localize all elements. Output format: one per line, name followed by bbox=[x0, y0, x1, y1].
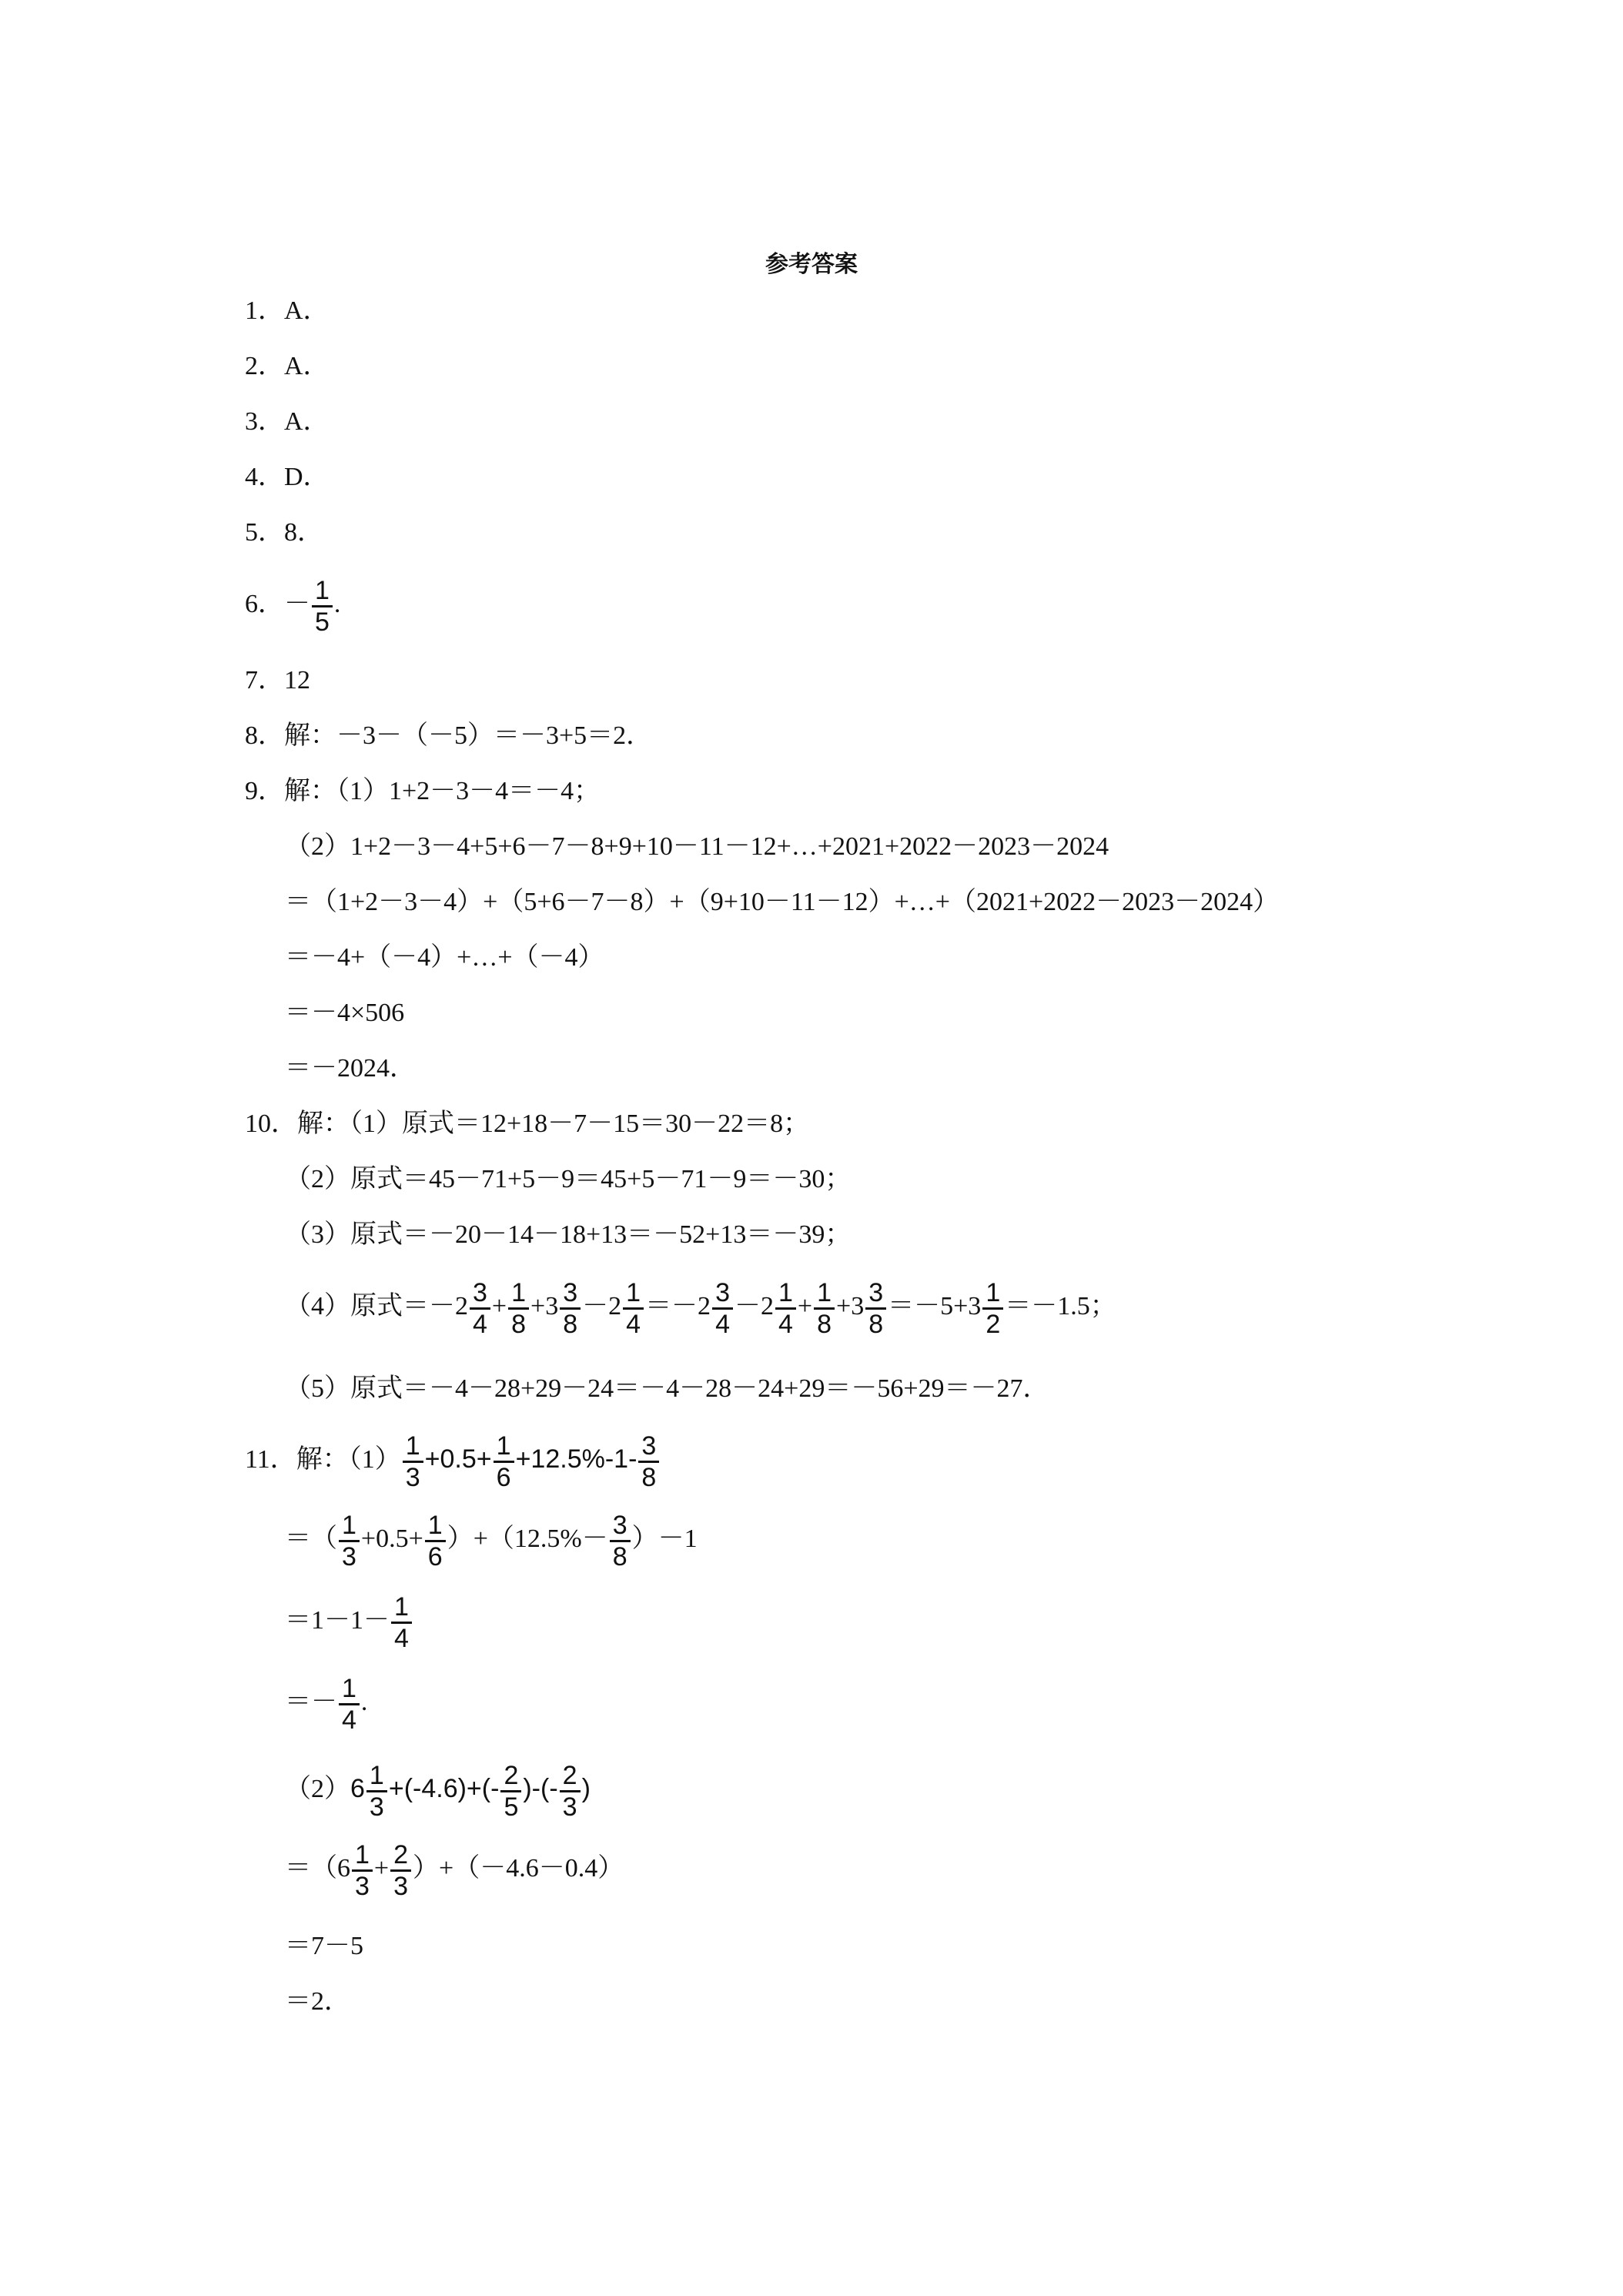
page-title: 参考答案 bbox=[765, 251, 858, 278]
expr-text: + bbox=[797, 1292, 813, 1320]
answer-11-line-1 bbox=[245, 1424, 661, 1494]
answer-11-line-5 bbox=[285, 1754, 591, 1823]
fraction bbox=[623, 1278, 644, 1339]
fraction bbox=[366, 1761, 387, 1822]
answer-6-suffix: . bbox=[333, 590, 341, 618]
fraction bbox=[814, 1278, 835, 1339]
fraction bbox=[494, 1431, 514, 1492]
answer-8: 8．解：－3－（－5）＝－3+5＝2． bbox=[245, 721, 653, 750]
fraction bbox=[775, 1278, 796, 1339]
denominator: 5 bbox=[504, 1792, 519, 1822]
numerator: 2 bbox=[560, 1761, 581, 1792]
denominator: 3 bbox=[369, 1792, 384, 1822]
answer-4: 4．D． bbox=[245, 463, 330, 491]
expr-text: +0.5+ bbox=[360, 1525, 423, 1553]
numerator: 3 bbox=[638, 1431, 659, 1463]
expr-text: ＝（6 bbox=[285, 1854, 350, 1883]
expr-text: ）－1 bbox=[631, 1525, 698, 1553]
numerator: 1 bbox=[339, 1674, 360, 1705]
numerator: 3 bbox=[712, 1278, 733, 1310]
expr-text: ＝－ bbox=[285, 1688, 337, 1716]
fraction bbox=[508, 1278, 529, 1339]
fraction bbox=[391, 1592, 412, 1653]
answer-11-line-2 bbox=[285, 1504, 698, 1574]
denominator: 8 bbox=[817, 1309, 832, 1339]
denominator: 8 bbox=[641, 1462, 657, 1492]
answer-2: 2．A． bbox=[245, 352, 330, 380]
denominator: 6 bbox=[496, 1462, 511, 1492]
expr-text: ＝－5+3 bbox=[888, 1292, 982, 1320]
numerator: 1 bbox=[312, 576, 333, 607]
denominator: 3 bbox=[355, 1871, 370, 1901]
expr-text: +3 bbox=[836, 1292, 865, 1320]
answer-11-line-3 bbox=[285, 1586, 413, 1655]
answer-6 bbox=[245, 570, 340, 639]
expr-text: ＝－1.5； bbox=[1005, 1292, 1116, 1320]
fraction bbox=[982, 1278, 1003, 1339]
expr-text: )-(- bbox=[523, 1774, 558, 1803]
numerator: 3 bbox=[560, 1278, 581, 1310]
denominator: 2 bbox=[986, 1309, 1001, 1339]
fraction bbox=[610, 1511, 631, 1571]
numerator: 1 bbox=[508, 1278, 529, 1310]
answer-11-line-7: ＝7－5 bbox=[285, 1932, 363, 1960]
answer-9-line-1: 9．解：（1）1+2－3－4＝－4； bbox=[245, 777, 601, 805]
answer-10-line-4 bbox=[285, 1272, 1116, 1341]
denominator: 4 bbox=[473, 1309, 487, 1339]
answer-9-line-4: ＝－4+（－4）+…+（－4） bbox=[285, 943, 604, 972]
numerator: 1 bbox=[425, 1511, 446, 1542]
expr-text: ）+（12.5%－ bbox=[447, 1525, 608, 1553]
answer-3: 3．A． bbox=[245, 407, 330, 436]
answer-10-line-3: （3）原式＝－20－14－18+13＝－52+13＝－39； bbox=[285, 1220, 852, 1249]
denominator: 5 bbox=[315, 607, 330, 637]
expr-text: + bbox=[491, 1292, 507, 1320]
answer-9-line-5: ＝－4×506 bbox=[285, 999, 405, 1027]
mixed-integer: 6 bbox=[350, 1774, 365, 1803]
expr-text: 11．解：（1） bbox=[245, 1445, 401, 1474]
denominator: 8 bbox=[563, 1309, 578, 1339]
fraction bbox=[403, 1431, 423, 1492]
fraction bbox=[712, 1278, 733, 1339]
answer-10-line-2: （2）原式＝45－71+5－9＝45+5－71－9＝－30； bbox=[285, 1165, 852, 1193]
fraction bbox=[352, 1840, 373, 1901]
expr-text: +12.5%-1- bbox=[515, 1444, 637, 1474]
numerator: 1 bbox=[352, 1840, 373, 1872]
numerator: 1 bbox=[403, 1431, 423, 1463]
answer-6-prefix: 6．－ bbox=[245, 590, 310, 618]
answer-9-line-3: ＝（1+2－3－4）+（5+6－7－8）+（9+10－11－12）+…+（2021+2022－2023－2024） bbox=[285, 888, 1280, 916]
denominator: 4 bbox=[626, 1309, 641, 1339]
answer-5: 5．8． bbox=[245, 518, 323, 547]
denominator: 4 bbox=[342, 1705, 356, 1735]
denominator: 8 bbox=[511, 1309, 527, 1339]
denominator: 3 bbox=[562, 1792, 577, 1822]
numerator: 2 bbox=[390, 1840, 411, 1872]
numerator: 3 bbox=[470, 1278, 490, 1310]
answer-10-line-1: 10．解：（1）原式＝12+18－7－15＝30－22＝8； bbox=[245, 1110, 810, 1138]
fraction bbox=[390, 1840, 411, 1901]
numerator: 1 bbox=[366, 1761, 387, 1792]
fraction bbox=[500, 1761, 521, 1822]
denominator: 4 bbox=[394, 1623, 409, 1653]
expr-text: +0.5+ bbox=[424, 1444, 492, 1474]
denominator: 3 bbox=[405, 1462, 420, 1492]
answer-9-line-2: （2）1+2－3－4+5+6－7－8+9+10－11－12+…+2021+2022－2023－2024 bbox=[285, 832, 1109, 861]
fraction bbox=[638, 1431, 659, 1492]
answer-7: 7．12 bbox=[245, 666, 310, 694]
numerator: 3 bbox=[865, 1278, 886, 1310]
expr-text: ）+（－4.6－0.4） bbox=[413, 1854, 624, 1883]
numerator: 1 bbox=[494, 1431, 514, 1463]
answer-9-line-6: ＝－2024． bbox=[285, 1054, 416, 1083]
fraction bbox=[865, 1278, 886, 1339]
numerator: 1 bbox=[623, 1278, 644, 1310]
numerator: 2 bbox=[500, 1761, 521, 1792]
expr-text: （4）原式＝－2 bbox=[285, 1292, 468, 1320]
answer-11-line-4 bbox=[285, 1668, 367, 1737]
denominator: 3 bbox=[393, 1871, 409, 1901]
expr-text: +3 bbox=[530, 1292, 559, 1320]
fraction bbox=[339, 1674, 360, 1735]
numerator: 1 bbox=[339, 1511, 360, 1542]
numerator: 3 bbox=[610, 1511, 631, 1542]
expr-text: . bbox=[360, 1688, 368, 1716]
denominator: 8 bbox=[612, 1541, 627, 1571]
expr-text: （2） bbox=[285, 1775, 350, 1803]
denominator: 4 bbox=[778, 1309, 793, 1339]
denominator: 4 bbox=[715, 1309, 730, 1339]
expr-text: ＝（ bbox=[285, 1525, 337, 1553]
fraction bbox=[470, 1278, 490, 1339]
numerator: 1 bbox=[775, 1278, 796, 1310]
expr-text: －2 bbox=[582, 1292, 622, 1320]
fraction bbox=[339, 1511, 360, 1571]
answer-11-line-8: ＝2． bbox=[285, 1987, 350, 2016]
expr-text: －2 bbox=[734, 1292, 774, 1320]
expr-text: + bbox=[373, 1854, 390, 1883]
denominator: 8 bbox=[868, 1309, 884, 1339]
expr-text: +(-4.6)+(- bbox=[388, 1774, 500, 1803]
fraction bbox=[560, 1761, 581, 1822]
denominator: 6 bbox=[427, 1541, 443, 1571]
fraction bbox=[425, 1511, 446, 1571]
fraction bbox=[312, 576, 333, 637]
expr-text: ＝－2 bbox=[645, 1292, 711, 1320]
answer-10-line-5: （5）原式＝－4－28+29－24＝－4－28－24+29＝－56+29＝－27． bbox=[285, 1374, 1049, 1403]
answer-1: 1．A． bbox=[245, 296, 330, 325]
expr-text: ＝1－1－ bbox=[285, 1606, 390, 1635]
denominator: 3 bbox=[342, 1541, 356, 1571]
expr-text: ) bbox=[581, 1774, 591, 1803]
numerator: 1 bbox=[982, 1278, 1003, 1310]
fraction bbox=[560, 1278, 581, 1339]
numerator: 1 bbox=[814, 1278, 835, 1310]
answer-11-line-6 bbox=[285, 1834, 624, 1903]
numerator: 1 bbox=[391, 1592, 412, 1624]
